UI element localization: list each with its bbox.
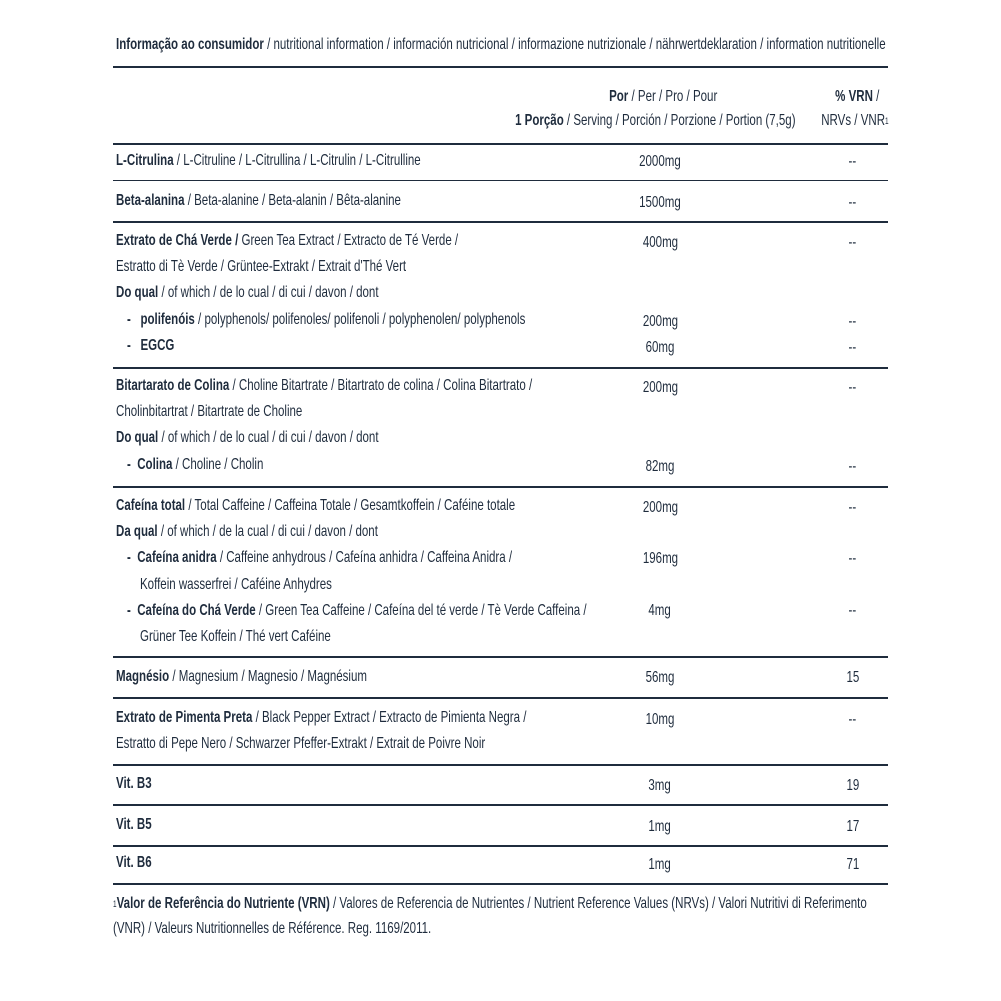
row-choline-label: Bitartarato de Colina / Choline Bitartrate / Bitartrato de colina / Colina Bitartrato /: [116, 377, 533, 394]
row-caffeine-ofwhich: Da qual / of which / de la cual / di cui / davon / dont: [116, 523, 378, 540]
row-caffeine-nrv: --: [848, 499, 857, 516]
row-greentea-caffeine-nrv: --: [848, 602, 857, 619]
row-greentea-label-line2: Estratto di Tè Verde / Grüntee-Extrakt / Extrait d'Thé Vert: [116, 258, 407, 275]
row-colina-label: - Colina / Choline / Cholin: [127, 456, 264, 473]
row-b3-label: Vit. B3: [116, 775, 152, 792]
vrn-header: % VRN /: [834, 88, 879, 105]
row-divider: [113, 697, 888, 699]
row-divider: [113, 180, 888, 181]
row-citrulline-nrv: --: [848, 153, 857, 170]
row-divider: [113, 656, 888, 658]
row-colina-nrv: --: [848, 458, 857, 475]
row-greentea-caffeine-label: - Cafeína do Chá Verde / Green Tea Caffeine / Cafeína del té verde / Tè Verde Caffeina /: [127, 602, 587, 619]
row-greentea-caffeine-amount: 4mg: [648, 602, 672, 619]
row-magnesium-nrv: 15: [846, 669, 859, 686]
row-b3-amount: 3mg: [648, 777, 672, 794]
row-b6-nrv: 71: [846, 856, 859, 873]
row-greentea-ofwhich: Do qual / of which / de lo cual / di cui / davon / dont: [116, 284, 379, 301]
row-divider: [113, 221, 888, 223]
row-caffeine-label: Cafeína total / Total Caffeine / Caffeina Totale / Gesamtkoffein / Caféine totale: [116, 497, 516, 514]
row-choline-amount: 200mg: [642, 379, 678, 396]
per-header: Por / Per / Pro / Pour: [608, 88, 717, 105]
footnote-line2: (VNR) / Valeurs Nutritionnelles de Référence. Reg. 1169/2011.: [113, 920, 432, 937]
vrn-header-line2: NRVs / VNR$^1$: [821, 112, 889, 129]
row-pepper-label-line2: Estratto di Pepe Nero / Schwarzer Pfeffer-Extrakt / Extrait de Poivre Noir: [116, 735, 486, 752]
row-b5-nrv: 17: [846, 818, 859, 835]
row-greentea-nrv: --: [848, 234, 857, 251]
row-caffeine-amount: 200mg: [642, 499, 678, 516]
row-greentea-amount: 400mg: [642, 234, 678, 251]
row-b3-nrv: 19: [846, 777, 859, 794]
row-egcg-label: - EGCG: [127, 337, 175, 354]
row-divider: [113, 804, 888, 806]
row-citrulline-label: L-Citrulina / L-Citruline / L-Citrullina / L-Citrulin / L-Citrulline: [116, 152, 421, 169]
row-beta-nrv: --: [848, 194, 857, 211]
row-pepper-label: Extrato de Pimenta Preta / Black Pepper Extract / Extracto de Pimienta Negra /: [116, 709, 527, 726]
row-greentea-caffeine-label-line2: Grüner Tee Koffein / Thé vert Caféine: [140, 628, 331, 645]
row-beta-amount: 1500mg: [639, 194, 681, 211]
row-choline-label-line2: Cholinbitartrat / Bitartrate de Choline: [116, 403, 303, 420]
row-beta-label: Beta-alanina / Beta-alanine / Beta-alanin / Bêta-alanine: [116, 192, 401, 209]
row-divider: [113, 486, 888, 488]
page-title: [116, 36, 1001, 54]
title-bold: Informação ao consumidor: [116, 36, 264, 53]
row-magnesium-label: Magnésio / Magnesium / Magnesio / Magnésium: [116, 668, 367, 685]
table-bottom-rule: [113, 883, 888, 885]
column-header-rule: [113, 143, 888, 145]
row-choline-ofwhich: Do qual / of which / de lo cual / di cui / davon / dont: [116, 429, 379, 446]
row-anhydrous-nrv: --: [848, 550, 857, 567]
title-rest: / nutritional information / información nutricional / informazione nutrizionale / nährwertdeklaration / information nutritionelle: [263, 36, 886, 53]
serving-header: 1 Porção / Serving / Porción / Porzione / Portion (7,5g): [515, 112, 796, 129]
row-choline-nrv: --: [848, 379, 857, 396]
row-divider: [113, 764, 888, 766]
header-rule: [113, 66, 888, 68]
row-egcg-nrv: --: [848, 339, 857, 356]
row-divider: [113, 845, 888, 847]
row-divider: [113, 367, 888, 369]
row-egcg-amount: 60mg: [645, 339, 675, 356]
row-b6-amount: 1mg: [648, 856, 672, 873]
row-anhydrous-amount: 196mg: [642, 550, 678, 567]
row-anhydrous-label-line2: Koffein wasserfrei / Caféine Anhydres: [140, 576, 332, 593]
row-anhydrous-label: - Cafeína anidra / Caffeine anhydrous / Cafeína anhidra / Caffeina Anidra /: [127, 549, 513, 566]
row-b5-amount: 1mg: [648, 818, 672, 835]
row-b5-label: Vit. B5: [116, 816, 152, 833]
row-pepper-amount: 10mg: [645, 711, 675, 728]
row-colina-amount: 82mg: [645, 458, 675, 475]
row-greentea-label: Extrato de Chá Verde / Green Tea Extract / Extracto de Té Verde /: [116, 232, 459, 249]
row-citrulline-amount: 2000mg: [639, 153, 681, 170]
row-magnesium-amount: 56mg: [645, 669, 675, 686]
row-polyphenols-amount: 200mg: [642, 313, 678, 330]
row-polyphenols-label: - polifenóis / polyphenols/ polifenoles/ polifenoli / polyphenolen/ polyphenols: [127, 311, 526, 328]
footnote: $^1$Valor de Referência do Nutriente (VRN) / Valores de Referencia de Nutrientes / Nutrient Reference Values (NRVs) / Valori Nutritivi di Referimento: [113, 895, 867, 912]
row-b6-label: Vit. B6: [116, 854, 152, 871]
row-pepper-nrv: --: [848, 711, 857, 728]
row-polyphenols-nrv: --: [848, 313, 857, 330]
